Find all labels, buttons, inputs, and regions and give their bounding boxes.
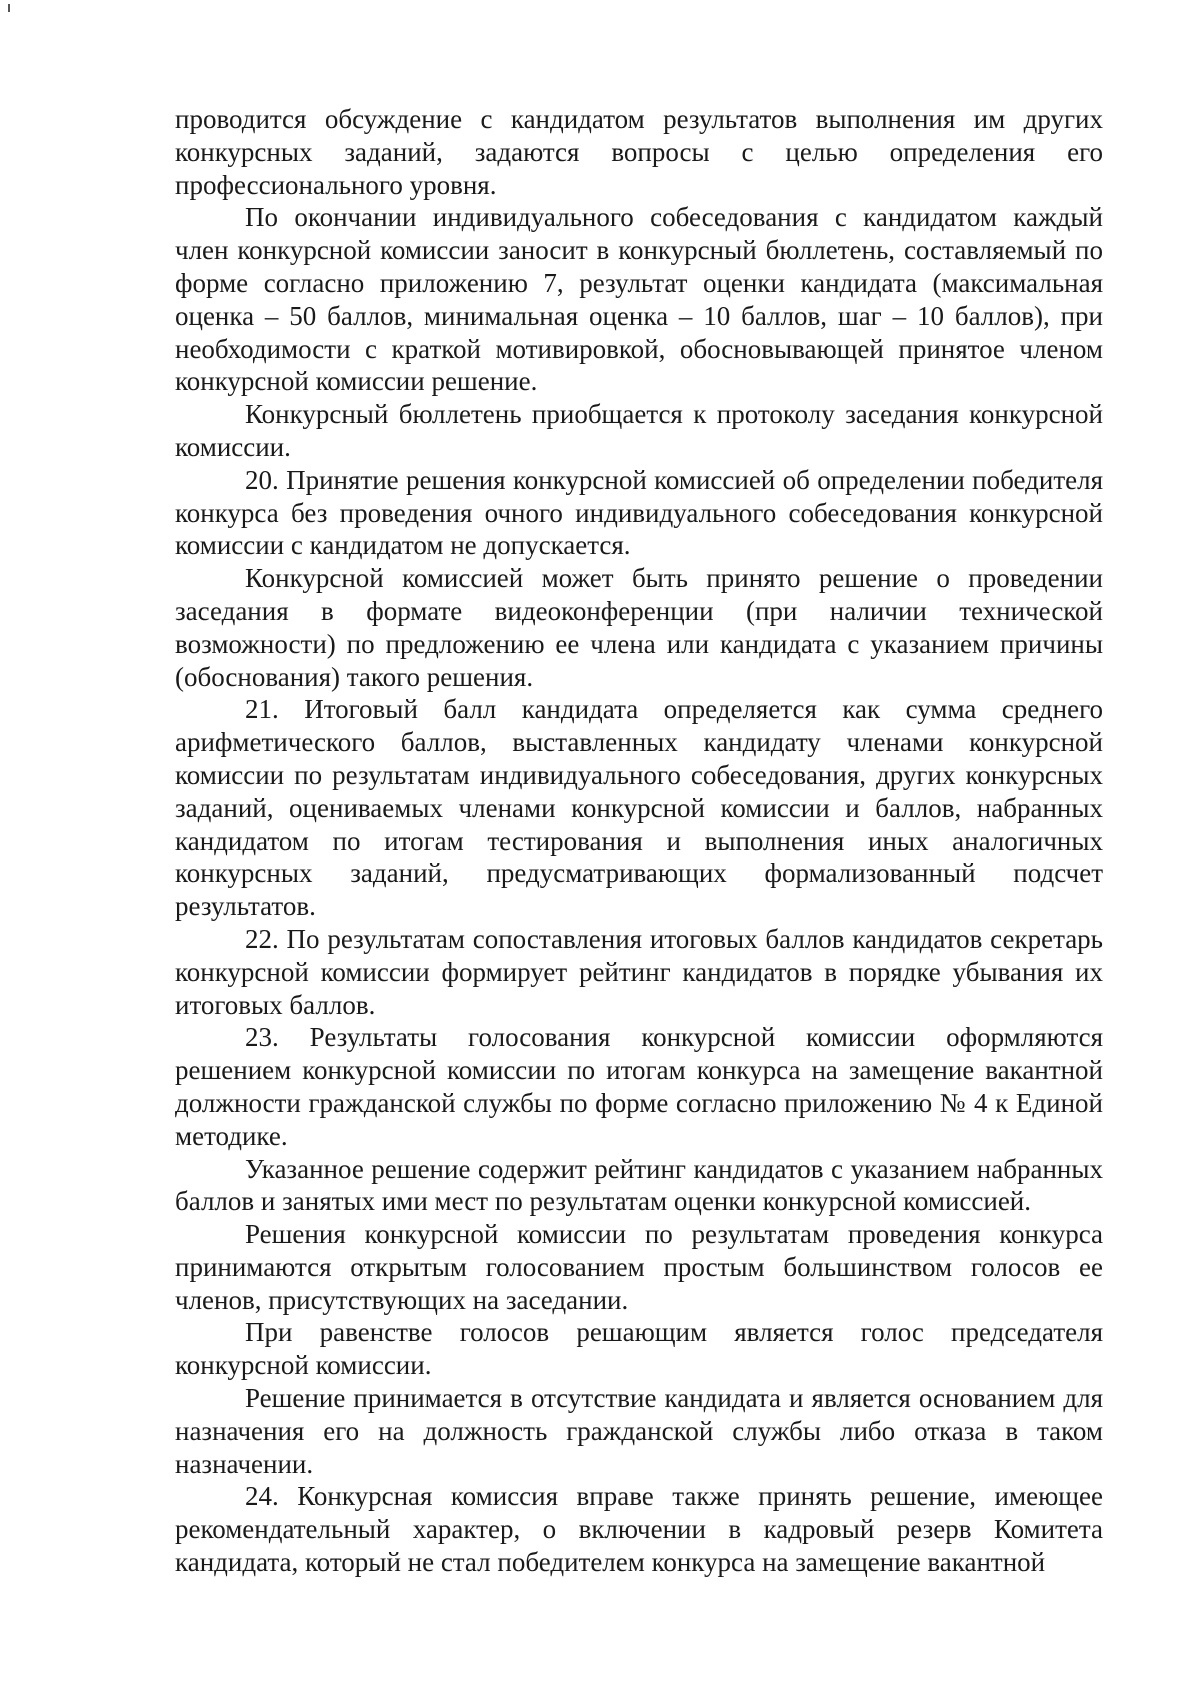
paragraph-item-22: 22. По результатам сопоставления итоговых баллов кандидатов секретарь конкурсной комиссии формирует рейтинг кандидатов в порядке убывания их итоговых баллов. (175, 923, 1103, 1020)
paragraph: Решения конкурсной комиссии по результатам проведения конкурса принимаются открытым голосованием простым большинством голосов ее членов, присутствующих на заседании. (175, 1219, 1103, 1315)
paragraph: По окончании индивидуального собеседования с кандидатом каждый член конкурсной комиссии заносит в конкурсный бюллетень, составляемый по форме согласно приложению 7, результат оценки кандидата (максимальная оценка – 50 баллов, минимальная оценка – 10 баллов, шаг – 10 баллов), при необходимости с краткой мотивировкой, обосновывающей принятое членом конкурсной комиссии решение. (175, 202, 1103, 397)
paragraph: При равенстве голосов решающим является голос председателя конкурсной комиссии. (175, 1317, 1103, 1381)
paragraph-item-24: 24. Конкурсная комиссия вправе также принять решение, имеющее рекомендательный характер, о включении в кадровый резерв Комитета кандидата, который не стал победителем конкурса на замещение вакантной (175, 1481, 1103, 1578)
paragraph-item-20: 20. Принятие решения конкурсной комиссией об определении победителя конкурса без проведения очного индивидуального собеседования конкурсной комиссии с кандидатом не допускается. (175, 464, 1103, 561)
paragraph: Решение принимается в отсутствие кандидата и является основанием для назначения его на должность гражданской службы либо отказа в таком назначении. (175, 1383, 1103, 1479)
scan-mark (8, 4, 10, 12)
paragraph-item-23: 23. Результаты голосования конкурсной комиссии оформляются решением конкурсной комиссии по итогам конкурса на замещение вакантной должности гражданской службы по форме согласно приложению № 4 к Единой методике. (175, 1022, 1103, 1151)
paragraph: Конкурсной комиссией может быть принято решение о проведении заседания в формате видеоконференции (при наличии технической возможности) по предложению ее члена или кандидата с указанием причины (обоснования) такого решения. (175, 563, 1103, 692)
paragraph-item-21: 21. Итоговый балл кандидата определяется как сумма среднего арифметического баллов, выставленных кандидату членами конкурсной комиссии по результатам индивидуального собеседования, других конкурсных заданий, оцениваемых членами конкурсной комиссии и баллов, набранных кандидатом по итогам тестирования и выполнения иных аналогичных конкурсных заданий, предусматривающих формализованный подсчет результатов. (175, 694, 1103, 922)
paragraph: проводится обсуждение с кандидатом результатов выполнения им других конкурсных заданий, задаются вопросы с целью определения его профессионального уровня. (175, 104, 1103, 200)
paragraph: Указанное решение содержит рейтинг кандидатов с указанием набранных баллов и занятых ими мест по результатам оценки конкурсной комиссией. (175, 1153, 1103, 1217)
document-body (175, 103, 1103, 1579)
paragraph: Конкурсный бюллетень приобщается к протоколу заседания конкурсной комиссии. (175, 399, 1103, 462)
